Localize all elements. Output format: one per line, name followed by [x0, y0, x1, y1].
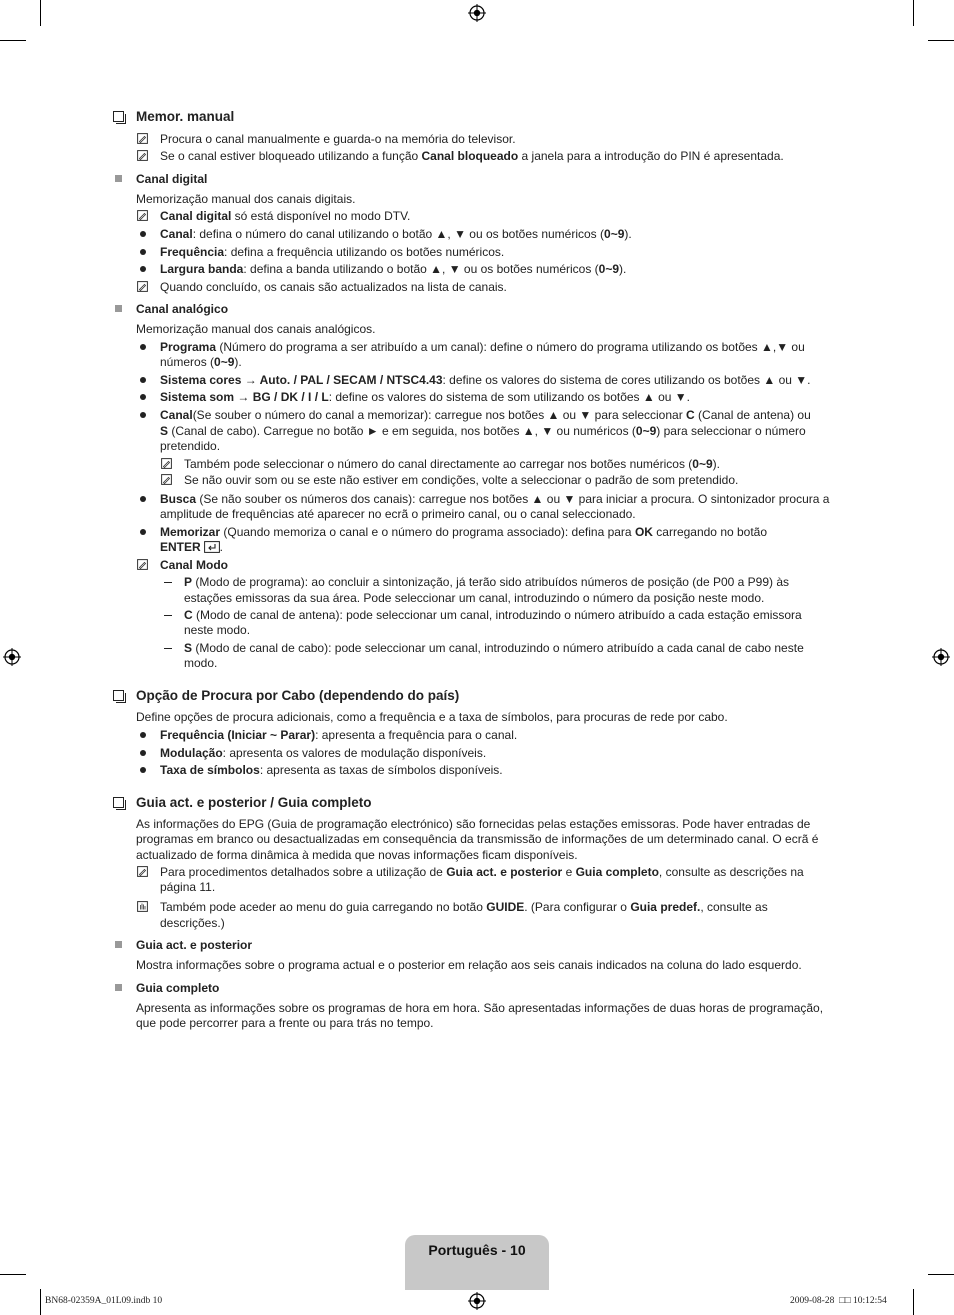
- dash-item-text-cont: modo.: [184, 656, 218, 670]
- note-title: Canal Modo: [160, 558, 228, 572]
- bullet-icon: [140, 750, 146, 756]
- page-number-label: Português - 10: [428, 1242, 526, 1258]
- subsection-title: Guia completo: [136, 981, 220, 995]
- dash-item-text: C (Modo de canal de antena): pode seleccionar um canal, introduzindo o número atribuído a cada estação emissora: [184, 608, 802, 622]
- bullet-text-cont: pretendido.: [160, 439, 221, 453]
- crop-mark: [0, 1274, 26, 1275]
- checkbox-icon: [113, 111, 124, 122]
- subsection-desc: Apresenta as informações sobre os programas de hora em hora. São apresentadas informações de duas horas de programação,: [136, 1001, 824, 1015]
- dash-item-text: S (Modo de canal de cabo): pode seleccionar um canal, introduzindo o número atribuído a cada canal de cabo neste: [184, 641, 804, 655]
- bullet-icon: [140, 394, 146, 400]
- subsection-title: Canal analógico: [136, 302, 229, 316]
- dash-icon: [164, 648, 172, 649]
- square-bullet-icon: [115, 984, 122, 991]
- bullet-text: Canal: defina o número do canal utilizando o botão ▲, ▼ ou os botões numéricos (0~9).: [160, 227, 632, 241]
- crop-mark: [0, 40, 26, 41]
- crop-mark: [913, 0, 914, 26]
- subsection-desc: Memorização manual dos canais analógicos.: [136, 322, 376, 336]
- registration-mark-icon: [468, 1292, 486, 1310]
- note-icon: [137, 133, 148, 144]
- note-text: Também pode aceder ao menu do guia carregando no botão GUIDE. (Para configurar o Guia predef., consulte as: [160, 900, 768, 914]
- bullet-text: Programa (Número do programa a ser atribuído a um canal): define o número do programa utilizando os botões ▲,▼ ou: [160, 340, 805, 354]
- note-text: Também pode seleccionar o número do canal directamente ao carregar nos botões numéricos (0~9).: [184, 457, 720, 471]
- bullet-text-cont: S (Canal de cabo). Carregue no botão ► e em seguida, nos botões ▲, ▼ ou numéricos (0~9) para seleccionar o número: [160, 424, 806, 438]
- crop-mark: [40, 1289, 41, 1315]
- checkbox-icon: [113, 797, 124, 808]
- bullet-icon: [140, 767, 146, 773]
- hand-note-icon: [137, 901, 148, 912]
- section-desc: actualizado de forma dinâmica à medida que novas informações ficam disponíveis.: [136, 848, 578, 862]
- crop-mark: [913, 1289, 914, 1315]
- print-file-info: BN68-02359A_01L09.indb 10: [45, 1296, 163, 1306]
- bullet-icon: [140, 529, 146, 535]
- note-text: Se o canal estiver bloqueado utilizando a função Canal bloqueado a janela para a introdução do PIN é apresentada.: [160, 149, 784, 163]
- note-icon: [137, 866, 148, 877]
- dash-item-text-cont: estações emissoras da sua área. Pode seleccionar um canal, introduzindo o número da posição neste modo.: [184, 591, 765, 605]
- bullet-text: Canal(Se souber o número do canal a memorizar): carregue nos botões ▲ ou ▼ para seleccionar C (Canal de antena) ou: [160, 408, 811, 422]
- bullet-icon: [140, 412, 146, 418]
- bullet-icon: [140, 496, 146, 502]
- registration-mark-icon: [468, 4, 486, 22]
- note-text-cont: descrições.): [160, 916, 225, 930]
- subsection-title: Guia act. e posterior: [136, 938, 253, 952]
- bullet-text-cont: ENTER .: [160, 540, 224, 554]
- crop-mark: [40, 0, 41, 26]
- note-icon: [137, 281, 148, 292]
- note-text: Se não ouvir som ou se este não estiver em condições, volte a seleccionar o padrão de som pretendido.: [184, 473, 739, 487]
- note-text: Canal digital só está disponível no modo DTV.: [160, 209, 411, 223]
- note-icon: [161, 458, 172, 469]
- section-desc: Define opções de procura adicionais, como a frequência e a taxa de símbolos, para procuras de rede por cabo.: [136, 710, 728, 724]
- subsection-desc: Memorização manual dos canais digitais.: [136, 192, 356, 206]
- note-text: Quando concluído, os canais são actualizados na lista de canais.: [160, 280, 507, 294]
- bullet-icon: [140, 231, 146, 237]
- bullet-text: Sistema som → BG / DK / I / L: define os valores do sistema de som utilizando os botões ▲ ou ▼.: [160, 390, 690, 404]
- subsection-desc: que pode percorrer para a frente ou para trás no tempo.: [136, 1016, 434, 1030]
- dash-item-text: P (Modo de programa): ao concluir a sintonização, já terão sido atribuídos números de posição (de P00 a P99) às: [184, 575, 790, 589]
- dash-icon: [164, 615, 172, 616]
- square-bullet-icon: [115, 305, 122, 312]
- bullet-text: Taxa de símbolos: apresenta as taxas de símbolos disponíveis.: [160, 763, 503, 777]
- note-icon: [161, 474, 172, 485]
- bullet-text: Frequência: defina a frequência utilizando os botões numéricos.: [160, 245, 505, 259]
- bullet-text-cont: amplitude de frequências até aparecer no ecrã o primeiro canal, ou o canal seleccionado.: [160, 507, 636, 521]
- note-icon: [137, 210, 148, 221]
- bullet-text: Sistema cores → Auto. / PAL / SECAM / NTSC4.43: define os valores do sistema de cores utilizando os botões ▲ ou ▼.: [160, 373, 811, 387]
- bullet-icon: [140, 344, 146, 350]
- bullet-text: Frequência (Iniciar ~ Parar): apresenta a frequência para o canal.: [160, 728, 518, 742]
- section-desc: As informações do EPG (Guia de programação electrónico) são fornecidas pelas estações emissoras. Pode haver entradas de: [136, 817, 811, 831]
- registration-mark-icon: [932, 648, 950, 666]
- section-title: Guia act. e posterior / Guia completo: [136, 795, 372, 810]
- section-title: Opção de Procura por Cabo (dependendo do país): [136, 688, 460, 703]
- note-text: Procura o canal manualmente e guarda-o na memória do televisor.: [160, 132, 516, 146]
- crop-mark: [928, 1274, 954, 1275]
- note-icon: [137, 150, 148, 161]
- section-title: Memor. manual: [136, 109, 235, 124]
- bullet-text: Busca (Se não souber os números dos canais): carregue nos botões ▲ ou ▼ para iniciar a procura. O sintonizador procura a: [160, 492, 830, 506]
- dash-item-text-cont: neste modo.: [184, 623, 251, 637]
- square-bullet-icon: [115, 941, 122, 948]
- bullet-text: Largura banda: defina a banda utilizando o botão ▲, ▼ ou os botões numéricos (0~9).: [160, 262, 627, 276]
- bullet-icon: [140, 732, 146, 738]
- checkbox-icon: [113, 690, 124, 701]
- bullet-text: Modulação: apresenta os valores de modulação disponíveis.: [160, 746, 487, 760]
- dash-icon: [164, 582, 172, 583]
- enter-key-icon: [204, 541, 220, 553]
- registration-mark-icon: [3, 648, 21, 666]
- note-icon: [137, 559, 148, 570]
- bullet-icon: [140, 266, 146, 272]
- crop-mark: [928, 40, 954, 41]
- bullet-text-cont: números (0~9).: [160, 355, 242, 369]
- note-text: Para procedimentos detalhados sobre a utilização de Guia act. e posterior e Guia completo, consulte as descrições na: [160, 865, 804, 879]
- print-date: 2009-08-28 □□ 10:12:54: [790, 1296, 887, 1306]
- bullet-text: Memorizar (Quando memoriza o canal e o número do programa associado): defina para OK carregando no botão: [160, 525, 768, 539]
- bullet-icon: [140, 377, 146, 383]
- subsection-desc: Mostra informações sobre o programa actual e o posterior em relação aos seis canais indicados na coluna do lado esquerdo.: [136, 958, 802, 972]
- square-bullet-icon: [115, 175, 122, 182]
- bullet-icon: [140, 249, 146, 255]
- subsection-title: Canal digital: [136, 172, 208, 186]
- section-desc: programas em branco ou desactualizadas em consequência da transmissão de informações de um determinado canal. O ecrã é: [136, 832, 819, 846]
- note-text-cont: página 11.: [160, 880, 216, 894]
